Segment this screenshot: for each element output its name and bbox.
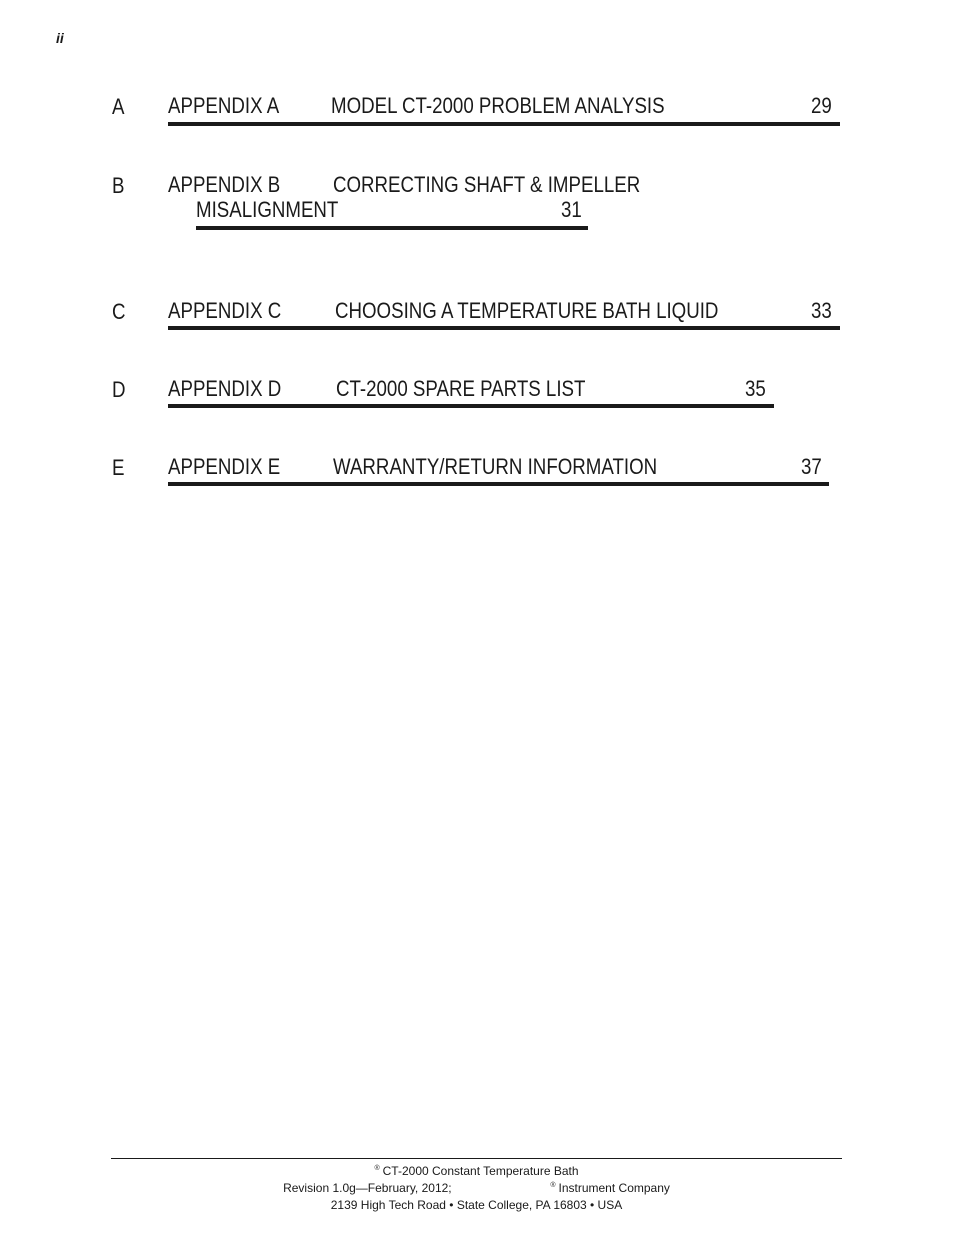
toc-label: APPENDIX E [168, 454, 281, 479]
toc-letter: C [112, 299, 126, 324]
toc-letter: A [112, 94, 125, 119]
toc-title: CHOOSING A TEMPERATURE BATH LIQUID [335, 298, 719, 323]
toc-underline [168, 404, 774, 408]
toc-letter: B [112, 173, 125, 198]
toc-page-number: 33 [811, 298, 832, 323]
toc-title: MODEL CT-2000 PROBLEM ANALYSIS [331, 93, 665, 118]
toc-page-number: 31 [561, 197, 582, 222]
toc-title: WARRANTY/RETURN INFORMATION [333, 454, 658, 479]
toc-underline [196, 226, 588, 230]
toc-underline [168, 482, 829, 486]
page-number: ii [56, 30, 64, 46]
toc-page-number: 35 [745, 376, 766, 401]
footer-line-3: 2139 High Tech Road • State College, PA 16803 • USA [330, 1198, 623, 1212]
toc-underline [168, 326, 840, 330]
footer-line-2 [111, 1182, 842, 1194]
footer-line-1 [111, 1165, 842, 1177]
footer-revision: Revision 1.0g—February, 2012; [283, 1181, 452, 1195]
toc-page-number: 29 [811, 93, 832, 118]
toc-letter: D [112, 377, 126, 402]
toc-title: CT-2000 SPARE PARTS LIST [336, 376, 586, 401]
toc-title-continued: MISALIGNMENT [196, 197, 339, 222]
footer-company: Instrument Company [558, 1181, 670, 1195]
toc-label: APPENDIX C [168, 298, 282, 323]
registered-mark: ® [374, 1165, 380, 1172]
toc-underline [168, 122, 840, 126]
footer-divider [111, 1158, 842, 1159]
toc-label: APPENDIX A [168, 93, 280, 118]
toc-title: CORRECTING SHAFT & IMPELLER [333, 172, 641, 197]
toc-letter: E [112, 455, 125, 480]
footer-product: CT-2000 Constant Temperature Bath [382, 1164, 579, 1178]
toc-label: APPENDIX D [168, 376, 282, 401]
registered-mark: ® [550, 1182, 556, 1189]
toc-page-number: 37 [801, 454, 822, 479]
toc-label: APPENDIX B [168, 172, 281, 197]
